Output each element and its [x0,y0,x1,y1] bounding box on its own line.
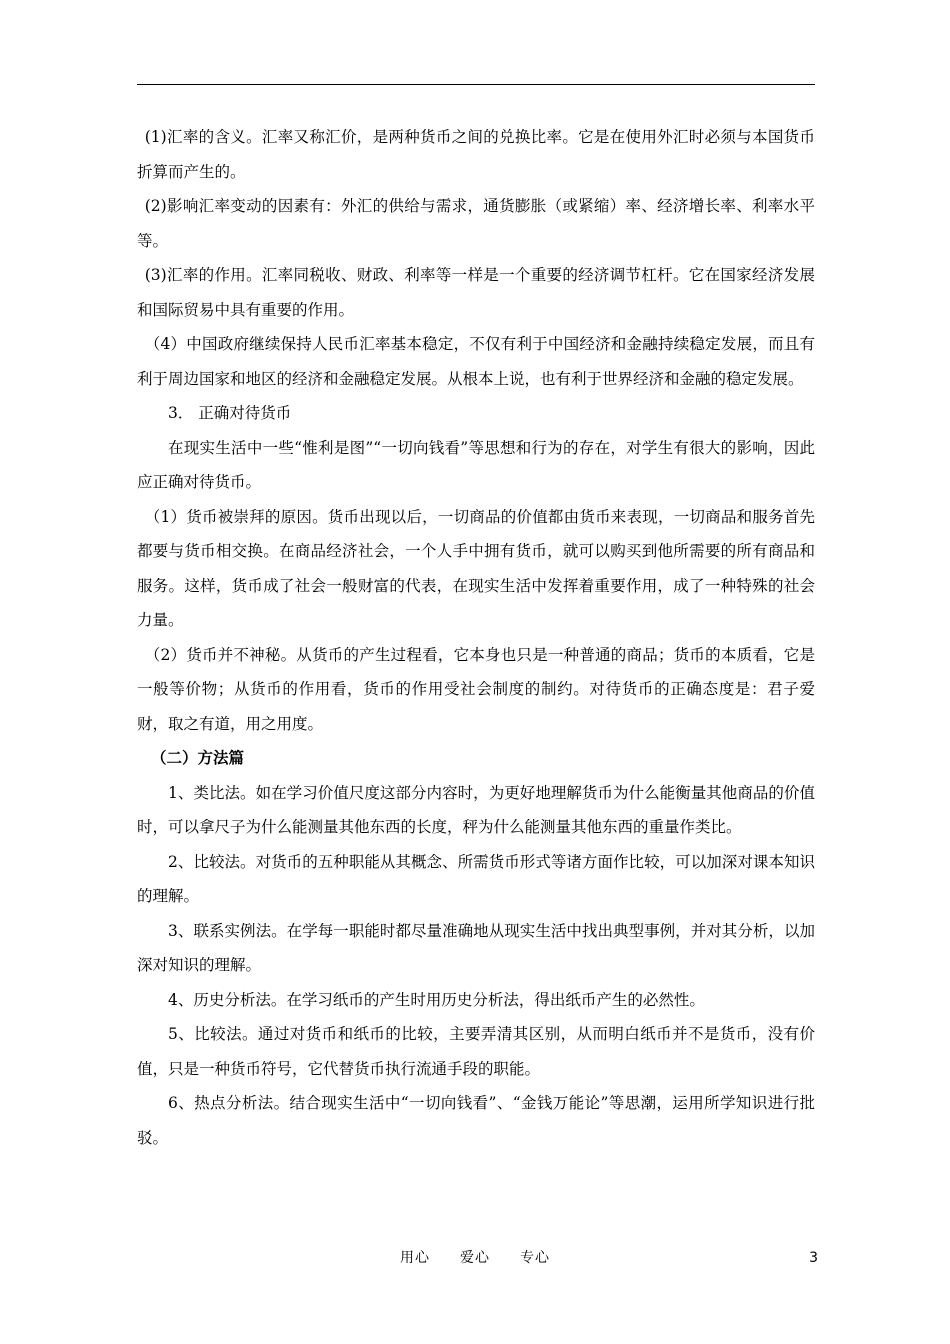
paragraph-exchange-rate-role: (3)汇率的作用。汇率同税收、财政、利率等一样是一个重要的经济调节杠杆。它在国家经济发展和国际贸易中具有重要的作用。 [137,266,815,319]
paragraph-rmb-stability: （4）中国政府继续保持人民币汇率基本稳定，不仅有利于中国经济和金融持续稳定发展，而且有利于周边国家和地区的经济和金融稳定发展。从根本上说，也有利于世界经济和金融的稳定发展。 [137,335,815,388]
footer-motto: 用心 爱心 专心 [400,1250,550,1266]
paragraph-money-worship-reason: （1）货币被崇拜的原因。货币出现以后，一切商品的价值都由货币来表现，一切商品和服务首先都要与货币相交换。在商品经济社会，一个人手中拥有货币，就可以购买到他所需要的所有商品和服务。这样，货币成了社会一般财富的代表，在现实生活中发挥着重要作用，成了一种特殊的社会力量。 [137,507,815,629]
document-body [137,120,815,1155]
method-hotspot-analysis: 6、热点分析法。结合现实生活中“一切向钱看”、“金钱万能论”等思潮，运用所学知识进行批驳。 [137,1094,815,1147]
paragraph-money-thinking: 在现实生活中一些“惟利是图”“一切向钱看”等思想和行为的存在，对学生有很大的影响，因此应正确对待货币。 [137,438,815,491]
method-historical-analysis: 4、历史分析法。在学习纸币的产生时用历史分析法，得出纸币产生的必然性。 [168,990,705,1009]
method-analogy: 1、类比法。如在学习价值尺度这部分内容时，为更好地理解货币为什么能衡量其他商品的价值时，可以拿尺子为什么能测量其他东西的长度，秤为什么能测量其他东西的重量作类比。 [137,783,815,836]
page-number: 3 [809,1250,818,1266]
section-heading-treat-money: 3． 正确对待货币 [168,404,292,422]
section-heading-methods: （二）方法篇 [150,749,244,767]
method-comparison-paper-money: 5、比较法。通过对货币和纸币的比较，主要弄清其区别，从而明白纸币并不是货币，没有价值，只是一种货币符号，它代替货币执行流通手段的职能。 [137,1025,815,1078]
method-comparison: 2、比较法。对货币的五种职能从其概念、所需货币形式等诸方面作比较，可以加深对课本知识的理解。 [137,852,815,905]
paragraph-exchange-rate-factors: (2)影响汇率变动的因素有：外汇的供给与需求，通货膨胀（或紧缩）率、经济增长率、利率水平等。 [137,197,815,250]
header-rule [137,84,815,85]
method-examples: 3、联系实例法。在学每一职能时都尽量准确地从现实生活中找出典型事例，并对其分析，以加深对知识的理解。 [137,921,815,974]
paragraph-money-not-mysterious: （2）货币并不神秘。从货币的产生过程看，它本身也只是一种普通的商品；货币的本质看，它是一般等价物；从货币的作用看，货币的作用受社会制度的制约。对待货币的正确态度是：君子爱财，取之有道，用之用度。 [137,645,815,733]
paragraph-exchange-rate-meaning: (1)汇率的含义。汇率又称汇价，是两种货币之间的兑换比率。它是在使用外汇时必须与本国货币折算而产生的。 [137,128,815,181]
